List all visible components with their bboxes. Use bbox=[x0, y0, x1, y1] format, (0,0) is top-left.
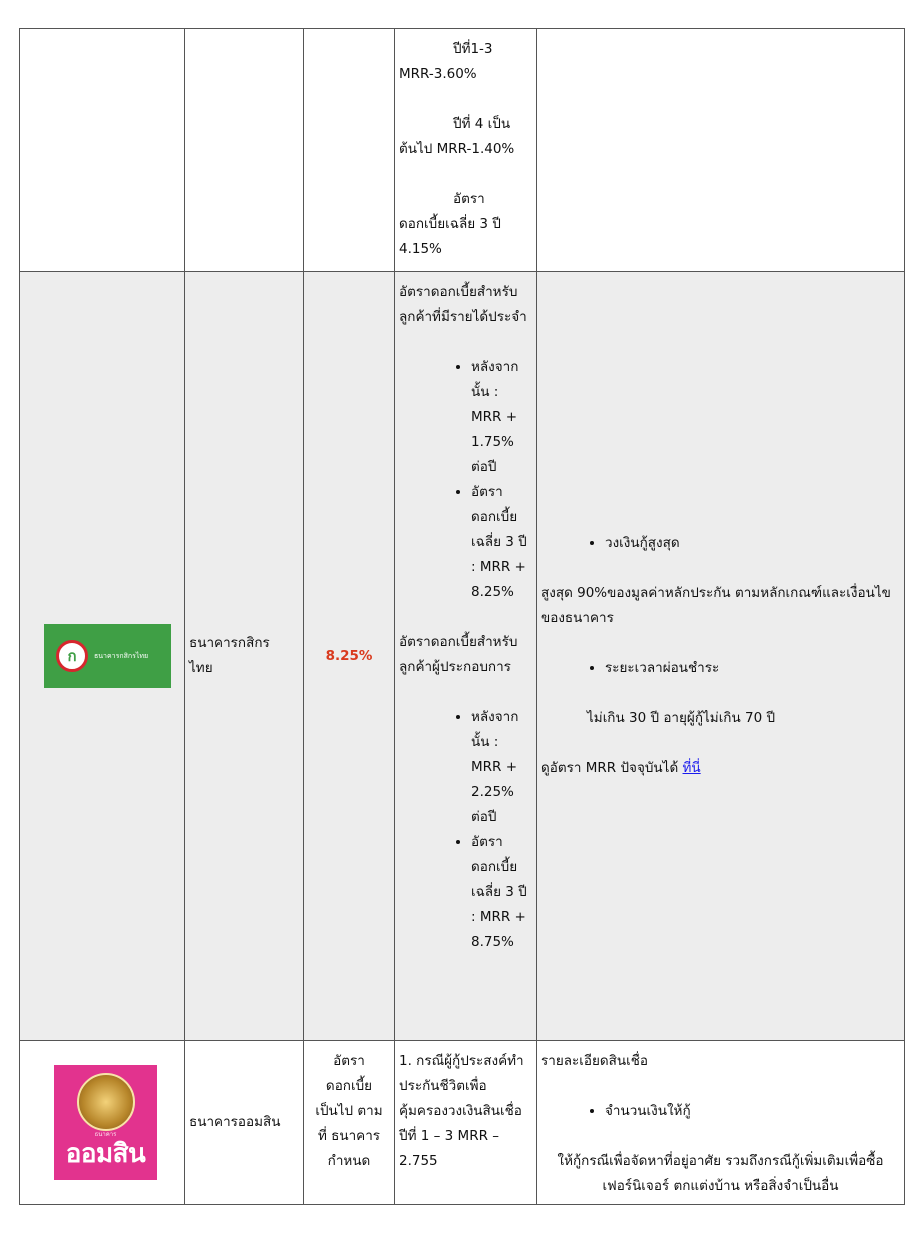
business-heading: อัตราดอกเบี้ยสำหรับลูกค้าผู้ประกอบการ bbox=[399, 634, 518, 675]
details-cell bbox=[536, 1041, 904, 1204]
kbank-logo bbox=[44, 624, 171, 688]
bank-name-cell bbox=[184, 1041, 303, 1204]
table-row bbox=[20, 271, 904, 1040]
terms-line: ดอกเบี้ยเฉลี่ย 3 ปี bbox=[399, 216, 501, 232]
terms-text: 1. กรณีผู้กู้ประสงค์ทำประกันชีวิตเพื่อคุ้มครองวงเงินสินเชื่อ ปีที่ 1 – 3 MRR – 2.755 bbox=[399, 1053, 524, 1169]
rate-cell bbox=[303, 1041, 394, 1204]
detail-list bbox=[541, 656, 900, 681]
gsb-seal-icon bbox=[77, 1073, 135, 1131]
list-item: • จำนวนเงินให้กู้ bbox=[605, 1099, 900, 1124]
rate-cell bbox=[303, 29, 394, 271]
salaried-rate-list bbox=[399, 355, 532, 605]
list-item: • หลังจาก นั้น : MRR + 2.25% ต่อปี bbox=[471, 705, 532, 830]
mrr-text: ดูอัตรา MRR ปัจจุบันได้ bbox=[541, 760, 679, 776]
gsb-logo-name: ออมสิน bbox=[65, 1139, 146, 1169]
salaried-heading: อัตราดอกเบี้ยสำหรับลูกค้าที่มีรายได้ประจำ bbox=[399, 284, 527, 325]
bank-name-cell bbox=[184, 29, 303, 271]
mrr-line bbox=[541, 756, 900, 781]
detail-list bbox=[541, 531, 900, 556]
logo-cell bbox=[20, 29, 184, 271]
list-item: • หลังจาก นั้น : MRR + 1.75% ต่อปี bbox=[471, 355, 532, 480]
table-row bbox=[20, 1040, 904, 1204]
gsb-logo-small: ธนาคาร bbox=[94, 1131, 117, 1138]
terms-line: อัตรา bbox=[453, 191, 485, 207]
terms-cell bbox=[394, 29, 536, 271]
terms-line: ปีที่1-3 bbox=[453, 41, 493, 57]
rate-cell bbox=[303, 272, 394, 1040]
detail-text: สูงสุด 90%ของมูลค่าหลักประกัน ตามหลักเกณฑ์และเงื่อนไขของธนาคาร bbox=[541, 585, 891, 626]
list-item: • ระยะเวลาผ่อนชำระ bbox=[605, 656, 900, 681]
detail-list bbox=[541, 1099, 900, 1124]
terms-line: ปีที่ 4 เป็น bbox=[453, 116, 511, 132]
terms-line: ต้นไป MRR-1.40% bbox=[399, 141, 515, 157]
terms-line: MRR-3.60% bbox=[399, 66, 477, 82]
kbank-leaf-icon: ก bbox=[56, 640, 88, 672]
table-row bbox=[20, 29, 904, 271]
terms-line: 4.15% bbox=[399, 241, 442, 257]
interest-rate: 8.25% bbox=[325, 647, 373, 664]
bank-name: ธนาคารออมสิน bbox=[189, 1114, 281, 1130]
detail-text: ไม่เกิน 30 ปี อายุผู้กู้ไม่เกิน 70 ปี bbox=[587, 710, 776, 726]
list-item: • อัตรา ดอกเบี้ย เฉลี่ย 3 ปี : MRR + 8.25% bbox=[471, 480, 532, 605]
logo-cell bbox=[20, 1041, 184, 1204]
details-cell bbox=[536, 29, 904, 271]
bank-name-cell bbox=[184, 272, 303, 1040]
business-rate-list bbox=[399, 705, 532, 955]
bank-name: ธนาคารกสิกร ไทย bbox=[189, 635, 270, 676]
detail-heading: รายละเอียดสินเชื่อ bbox=[541, 1053, 649, 1069]
interest-rate: อัตรา ดอกเบี้ย เป็นไป ตามที่ ธนาคาร กำหนด bbox=[315, 1053, 383, 1169]
gsb-logo bbox=[54, 1065, 157, 1180]
list-item: • อัตรา ดอกเบี้ย เฉลี่ย 3 ปี : MRR + 8.75% bbox=[471, 830, 532, 955]
detail-text: ให้กู้กรณีเพื่อจัดหาที่อยู่อาศัย รวมถึงกรณีกู้เพิ่มเติมเพื่อซื้อเฟอร์นิเจอร์ ตกแต่งบ้าน หรือสิ่งจำเป็นอื่น bbox=[557, 1153, 884, 1194]
terms-cell bbox=[394, 1041, 536, 1204]
mrr-link[interactable]: ที่นี่ bbox=[682, 760, 701, 776]
loan-rate-table bbox=[19, 28, 905, 1205]
list-item: • วงเงินกู้สูงสุด bbox=[605, 531, 900, 556]
details-cell bbox=[536, 272, 904, 1040]
terms-cell bbox=[394, 272, 536, 1040]
kbank-logo-text: ธนาคารกสิกรไทย bbox=[94, 651, 149, 660]
logo-cell bbox=[20, 272, 184, 1040]
